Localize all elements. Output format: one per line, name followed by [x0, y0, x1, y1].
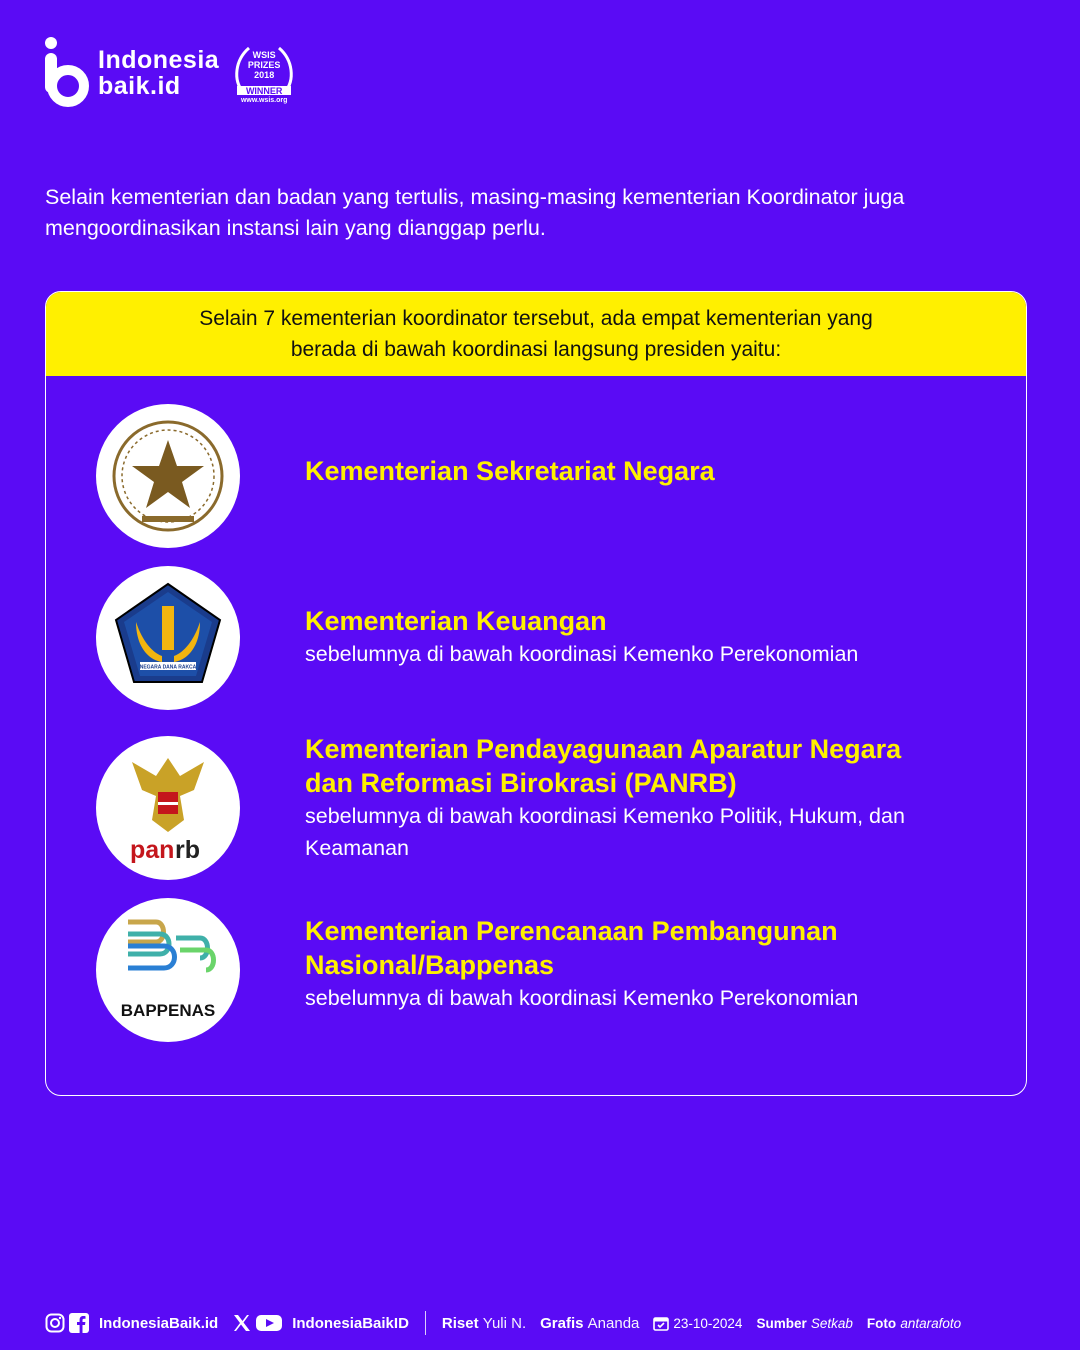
grafis-label: Grafis — [540, 1314, 584, 1332]
wsis-award-badge — [231, 40, 297, 106]
brand-line2: baik.id — [98, 72, 181, 100]
foto-value: antarafoto — [900, 1315, 962, 1331]
award-line3: 2018 — [254, 70, 275, 80]
item-title: Kementerian Sekretariat Negara — [305, 456, 715, 486]
list-item — [96, 898, 946, 1042]
footer-divider — [425, 1311, 426, 1335]
item-title: Kementerian Pendayagunaan Aparatur Negara dan Reformasi Birokrasi (PANRB) — [305, 734, 902, 798]
item-subtitle: sebelumnya di bawah koordinasi Kemenko Politik, Hukum, dan Keamanan — [305, 804, 905, 860]
award-line4: WINNER — [245, 86, 283, 96]
youtube-icon[interactable] — [256, 1313, 282, 1333]
footer — [45, 1310, 1045, 1336]
garuda-panrb-icon — [96, 736, 240, 880]
item-title: Kementerian Perencanaan Pembangunan Nasional/Bappenas — [305, 916, 838, 980]
instagram-icon[interactable] — [45, 1313, 65, 1333]
social-handle-2[interactable]: IndonesiaBaikID — [292, 1314, 409, 1332]
item-subtitle: sebelumnya di bawah koordinasi Kemenko Perekonomian — [305, 986, 859, 1010]
grafis-value: Ananda — [587, 1314, 640, 1332]
award-line1: WSIS — [252, 50, 276, 60]
calendar-icon — [653, 1315, 669, 1331]
riset-value: Yuli N. — [482, 1314, 527, 1332]
item-title: Kementerian Keuangan — [305, 606, 607, 636]
list-item — [96, 404, 946, 548]
brand-header — [44, 36, 297, 110]
intro-text: Selain kementerian dan badan yang tertulis, masing-masing kementerian Koordinator juga mengoordinasikan instansi lain yang dianggap perlu. — [45, 185, 905, 240]
award-line2: PRIZES — [247, 60, 281, 70]
x-twitter-icon[interactable] — [232, 1313, 252, 1333]
publish-date: 23-10-2024 — [673, 1315, 743, 1331]
foto-label: Foto — [866, 1315, 897, 1331]
brand-name — [98, 47, 219, 99]
bappenas-logo-text: BAPPENAS — [120, 1001, 216, 1020]
panrb-logo-text-b: rb — [175, 836, 200, 864]
award-line5: www.wsis.org — [240, 97, 288, 104]
panrb-logo-text-a: pan — [130, 836, 175, 864]
kemenkeu-logo-text: NEGARA DANA RAKCA — [139, 664, 197, 671]
riset-label: Riset — [441, 1314, 479, 1332]
indonesiabaik-logo-icon — [44, 36, 90, 110]
ministry-card — [45, 291, 1027, 1096]
bappenas-icon — [96, 898, 240, 1042]
kemenkeu-emblem-icon — [96, 566, 240, 710]
list-item — [96, 566, 946, 710]
social-handle[interactable]: IndonesiaBaik.id — [99, 1314, 219, 1332]
sumber-value: Setkab — [810, 1315, 853, 1331]
card-header — [46, 292, 1026, 376]
brand-line1: Indonesia — [98, 46, 220, 74]
setneg-star-emblem-icon — [96, 404, 240, 548]
list-item — [96, 736, 946, 880]
sumber-label: Sumber — [756, 1315, 807, 1331]
item-subtitle: sebelumnya di bawah koordinasi Kemenko Perekonomian — [305, 642, 859, 666]
facebook-icon[interactable] — [69, 1313, 89, 1333]
card-header-text: Selain 7 kementerian koordinator tersebut, ada empat kementerian yang berada di bawah koordinasi langsung presiden yaitu: — [199, 307, 873, 361]
